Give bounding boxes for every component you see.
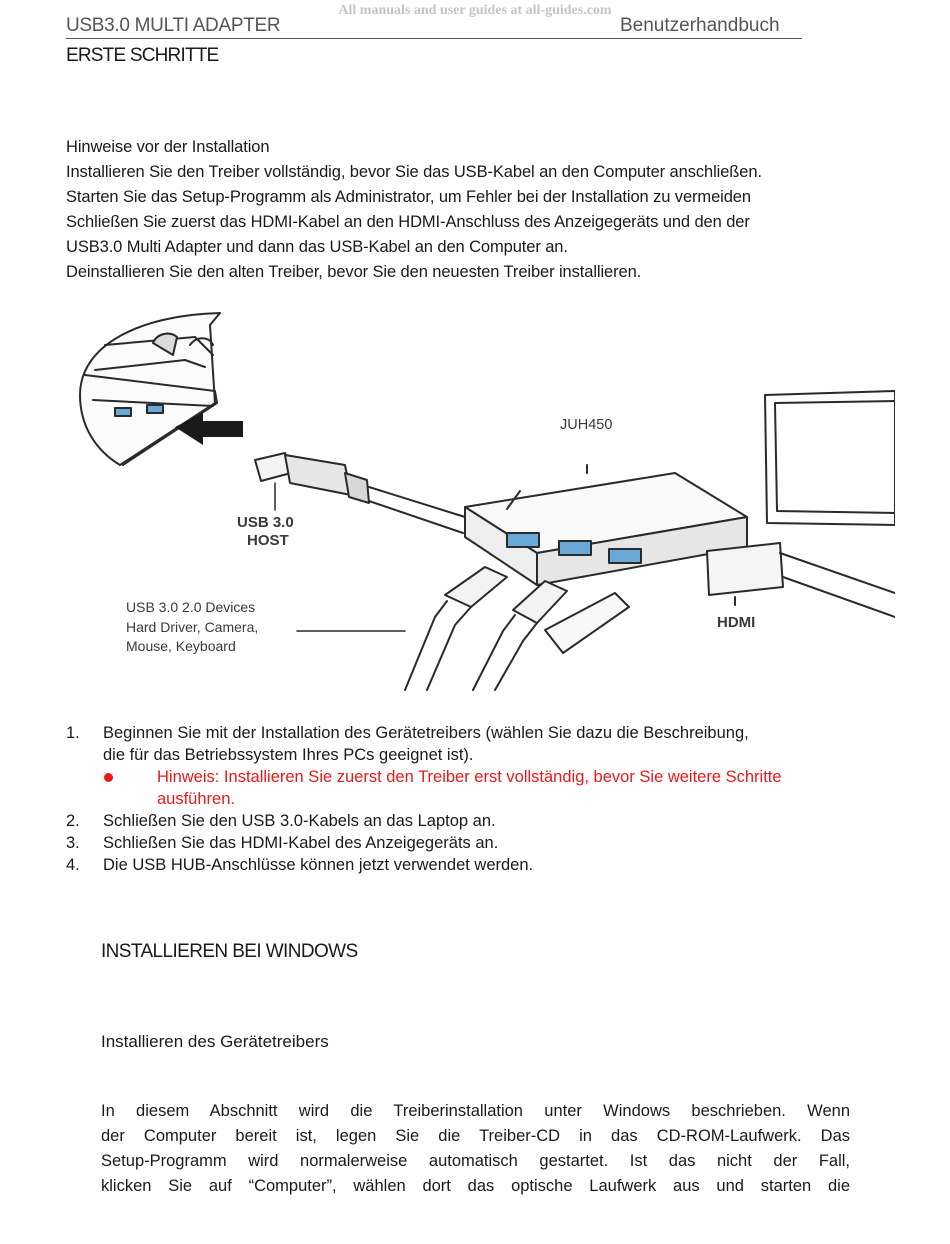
step-text: Beginnen Sie mit der Installation des Gerätetreibers (wählen Sie dazu die Beschreibung, [103,724,749,742]
hub-device [465,465,747,585]
watermark: All manuals and user guides at all-guides.com [338,3,612,18]
note-text: ausführen. [157,790,235,808]
step-text: Schließen Sie das HDMI-Kabel des Anzeigegeräts an. [103,834,499,852]
step-item [66,810,906,832]
notes-line: Starten Sie das Setup-Programm als Administrator, um Fehler bei der Installation zu vermeiden [66,188,751,206]
step-number: 4. [66,856,80,874]
body-line: In diesem Abschnitt wird die Treiberinstallation unter Windows beschrieben. Wenn [101,1102,850,1120]
step-number: 1. [66,724,80,742]
body-line: Setup-Programm wird normalerweise automatisch gestartet. Ist das nicht der Fall, [101,1152,850,1170]
body-paragraph [101,1099,850,1199]
devices-label: Mouse, Keyboard [126,638,236,654]
notes-line: Schließen Sie zuerst das HDMI-Kabel an den HDMI-Anschluss des Anzeigegeräts und den der [66,213,750,231]
installation-notes [66,135,911,285]
connection-diagram [75,305,895,695]
step-number: 2. [66,812,80,830]
devices-label: Hard Driver, Camera, [126,619,259,635]
body-line: der Computer bereit ist, legen Sie die Treiber-CD in das CD-ROM-Laufwerk. Das [101,1127,850,1145]
installation-steps [66,722,906,876]
note-text: Hinweis: Installieren Sie zuerst den Treiber erst vollständig, bevor Sie weitere Schritte [157,768,782,786]
section-title: ERSTE SCHRITTE [66,45,219,66]
notes-line: Installieren Sie den Treiber vollständig, bevor Sie das USB-Kabel an den Computer anschließen. [66,163,762,181]
warning-note [66,766,906,810]
header-product-name: USB3.0 MULTI ADAPTER [66,15,281,36]
step-text: Die USB HUB-Anschlüsse können jetzt verwendet werden. [103,856,534,874]
usb-host-label: USB 3.0 [237,514,294,531]
notes-heading: Hinweise vor der Installation [66,138,270,156]
bullet-dot-icon [104,773,113,782]
step-text: Schließen Sie den USB 3.0-Kabels an das Laptop an. [103,812,496,830]
header-rule [66,38,802,39]
notes-line: Deinstallieren Sie den alten Treiber, bevor Sie den neuesten Treiber installieren. [66,263,642,281]
usb-host-label: HOST [247,532,289,549]
step-item [66,854,906,876]
usb-device-plugs [405,567,629,690]
hdmi-label: HDMI [717,614,756,631]
devices-label: USB 3.0 2.0 Devices [126,599,256,615]
model-label: JUH450 [560,417,613,433]
step-item [66,722,906,766]
body-line: klicken Sie auf “Computer”, wählen dort das optische Laufwerk aus und starten die [101,1177,850,1195]
windows-heading: INSTALLIEREN BEI WINDOWS [101,941,358,962]
header-doc-type: Benutzerhandbuch [620,15,780,36]
notes-line: USB3.0 Multi Adapter und dann das USB-Kabel an den Computer an. [66,238,568,256]
step-text: die für das Betriebssystem Ihres PCs geeignet ist). [103,746,474,764]
monitor [765,391,895,525]
step-item [66,832,906,854]
hdmi-plug [707,543,895,617]
step-number: 3. [66,834,80,852]
driver-subheading: Installieren des Gerätetreibers [101,1032,329,1051]
